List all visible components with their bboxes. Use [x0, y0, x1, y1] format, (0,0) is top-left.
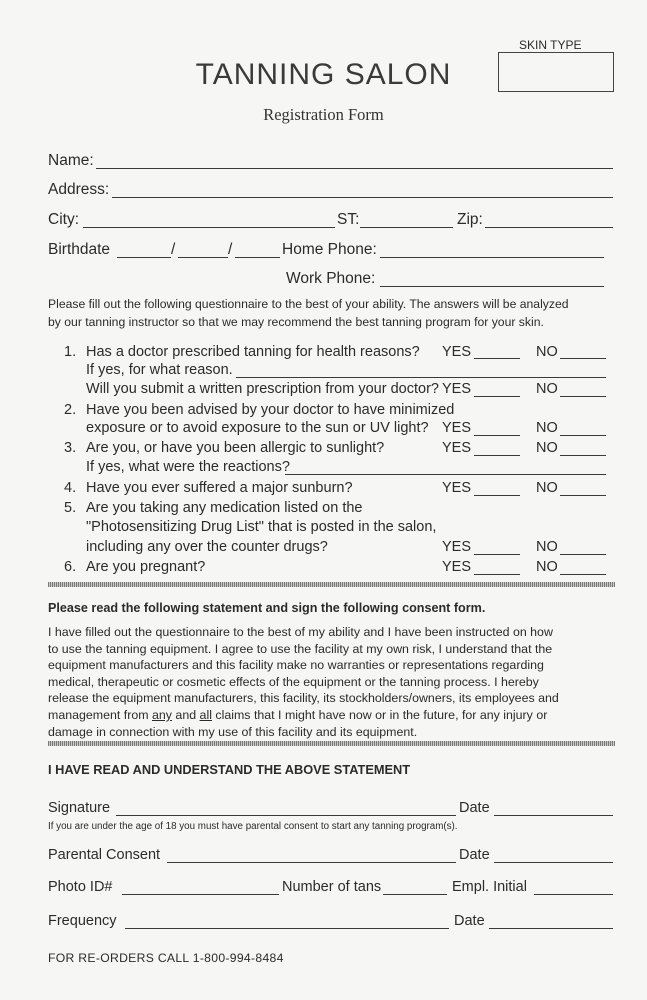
zip-field[interactable]: [485, 227, 613, 228]
question-text: including any over the counter drugs?: [86, 539, 328, 555]
state-label: ST:: [337, 211, 360, 228]
question-text: exposure or to avoid exposure to the sun or UV light?: [86, 420, 429, 436]
signature-field[interactable]: [116, 815, 456, 816]
zip-label: Zip:: [457, 211, 483, 228]
address-label: Address:: [48, 181, 110, 198]
empl-initial-field[interactable]: [534, 894, 613, 895]
birth-day-field[interactable]: [178, 257, 228, 258]
statement-line: I have filled out the questionnaire to the best of my ability and I have been instructed on how: [48, 625, 553, 639]
parental-note: If you are under the age of 18 you must have parental consent to start any tanning program(s).: [48, 821, 458, 832]
question-text: "Photosensitizing Drug List" that is posted in the salon,: [86, 519, 437, 535]
photo-id-field[interactable]: [122, 894, 279, 895]
city-label: City:: [48, 211, 79, 228]
no-label: NO: [536, 480, 558, 496]
consent-heading: Please read the following statement and sign the following consent form.: [48, 601, 486, 615]
birthdate-slash: /: [228, 241, 233, 258]
question-text: Have you been advised by your doctor to have minimized: [86, 402, 455, 418]
birth-month-field[interactable]: [117, 257, 171, 258]
yes-label: YES: [442, 344, 472, 360]
page-title: TANNING SALON: [195, 58, 452, 91]
q3-reactions-field[interactable]: [285, 474, 606, 475]
question-number: 3.: [64, 440, 77, 456]
no-label: NO: [536, 381, 558, 397]
city-field[interactable]: [83, 227, 335, 228]
address-field[interactable]: [112, 197, 613, 198]
q1-reason-field[interactable]: [236, 377, 606, 378]
q2-no-field[interactable]: [560, 435, 606, 436]
question-subtext: Will you submit a written prescription from your doctor?: [86, 381, 439, 397]
yes-label: YES: [442, 539, 472, 555]
frequency-label: Frequency: [48, 913, 117, 929]
q2-yes-field[interactable]: [474, 435, 520, 436]
date-label: Date: [454, 913, 485, 929]
consent-statement: [48, 624, 620, 740]
work-phone-field[interactable]: [380, 286, 604, 287]
question-subtext: If yes, for what reason.: [86, 362, 233, 378]
question-number: 5.: [64, 500, 77, 516]
q1-yes-field[interactable]: [474, 358, 520, 359]
q1-no-field[interactable]: [560, 358, 606, 359]
statement-line: equipment manufacturers and this facility make no warranties or representations regarding: [48, 658, 544, 673]
no-label: NO: [536, 344, 558, 360]
question-text: Has a doctor prescribed tanning for health reasons?: [86, 344, 420, 360]
date-label: Date: [459, 800, 490, 816]
signature-date-field[interactable]: [494, 815, 613, 816]
no-label: NO: [536, 420, 558, 436]
question-number: 1.: [64, 344, 77, 360]
signature-label: Signature: [48, 800, 111, 816]
question-subtext: If yes, what were the reactions?: [86, 459, 290, 475]
q5-no-field[interactable]: [560, 554, 606, 555]
empl-initial-label: Empl. Initial: [452, 879, 527, 895]
q3-yes-field[interactable]: [474, 455, 520, 456]
birthdate-label: Birthdate: [48, 241, 111, 258]
section-divider: [48, 741, 615, 746]
q4-no-field[interactable]: [560, 495, 606, 496]
photo-id-label: Photo ID#: [48, 879, 113, 895]
work-phone-label: Work Phone:: [286, 270, 376, 287]
home-phone-label: Home Phone:: [282, 241, 377, 258]
birth-year-field[interactable]: [235, 257, 280, 258]
q5-yes-field[interactable]: [474, 554, 520, 555]
section-divider: [48, 582, 615, 587]
question-number: 4.: [64, 480, 77, 496]
yes-label: YES: [442, 480, 472, 496]
yes-label: YES: [442, 381, 472, 397]
yes-label: YES: [442, 440, 472, 456]
name-label: Name:: [48, 152, 94, 169]
question-text: Have you ever suffered a major sunburn?: [86, 480, 353, 496]
frequency-date-field[interactable]: [489, 928, 613, 929]
statement-line: management from any and all claims that I might have now or in the future, for any injury or: [48, 707, 548, 722]
q1b-yes-field[interactable]: [474, 396, 520, 397]
frequency-field[interactable]: [125, 928, 449, 929]
intro-line: Please fill out the following questionnaire to the best of your ability. The answers will be analyzed: [48, 297, 569, 311]
statement-line: release the equipment manufacturers, this facility, its stockholders/owners, its employees and: [48, 691, 559, 706]
q1b-no-field[interactable]: [560, 396, 606, 397]
q4-yes-field[interactable]: [474, 495, 520, 496]
statement-line: damage in connection with my use of this facility and its equipment.: [48, 724, 418, 739]
skin-type-label: SKIN TYPE: [519, 38, 582, 52]
parental-consent-label: Parental Consent: [48, 847, 161, 863]
yes-label: YES: [442, 420, 472, 436]
intro-line: by our tanning instructor so that we may recommend the best tanning program for your skin.: [48, 315, 544, 329]
no-label: NO: [536, 440, 558, 456]
question-text: Are you, or have you been allergic to sunlight?: [86, 440, 385, 456]
question-number: 2.: [64, 402, 77, 418]
question-text: Are you pregnant?: [86, 559, 206, 575]
parental-date-field[interactable]: [494, 862, 613, 863]
home-phone-field[interactable]: [380, 257, 604, 258]
page-subtitle: Registration Form: [263, 105, 384, 124]
q3-no-field[interactable]: [560, 455, 606, 456]
number-of-tans-label: Number of tans: [282, 879, 382, 895]
q6-no-field[interactable]: [560, 574, 606, 575]
reorder-footer: FOR RE-ORDERS CALL 1-800-994-8484: [48, 951, 284, 965]
statement-line: medical, therapeutic or cosmetic effects of the equipment or the tanning process. I hereby: [48, 674, 539, 689]
number-of-tans-field[interactable]: [383, 894, 447, 895]
date-label: Date: [459, 847, 490, 863]
question-text: Are you taking any medication listed on the: [86, 500, 363, 516]
name-field[interactable]: [96, 168, 613, 169]
yes-label: YES: [442, 559, 472, 575]
state-field[interactable]: [360, 227, 453, 228]
birthdate-slash: /: [171, 241, 176, 258]
no-label: NO: [536, 539, 558, 555]
no-label: NO: [536, 559, 558, 575]
question-number: 6.: [64, 559, 77, 575]
q6-yes-field[interactable]: [474, 574, 520, 575]
statement-line: to use the tanning equipment. I agree to use the facility at my own risk, I understand that the: [48, 641, 553, 656]
parental-consent-field[interactable]: [167, 862, 456, 863]
acknowledge-heading: I HAVE READ AND UNDERSTAND THE ABOVE STATEMENT: [48, 762, 411, 777]
